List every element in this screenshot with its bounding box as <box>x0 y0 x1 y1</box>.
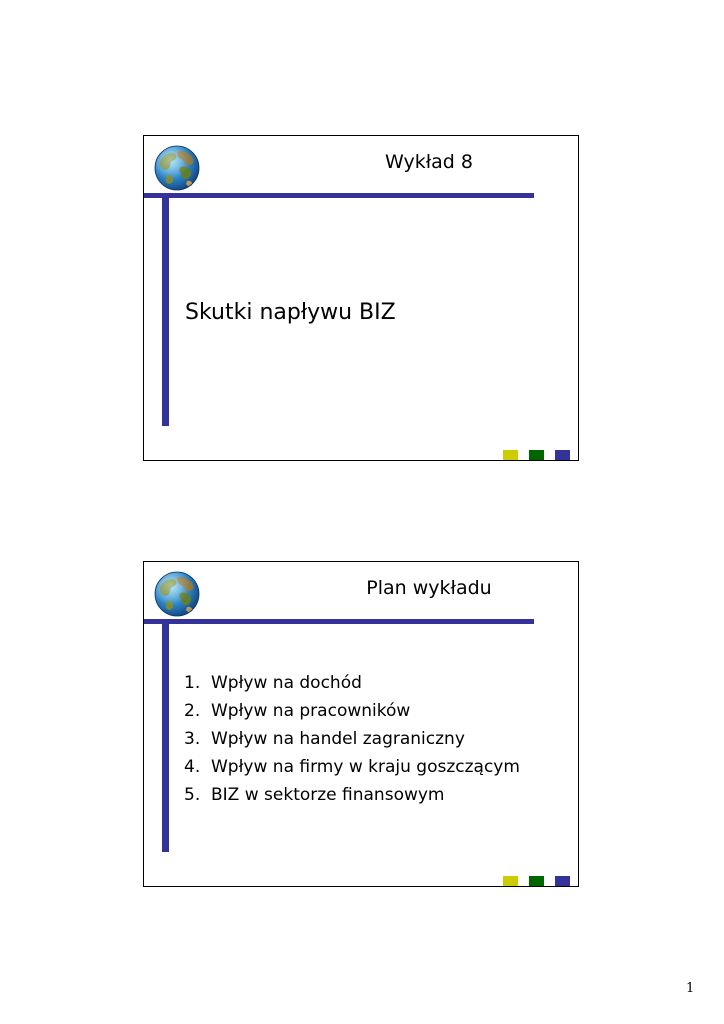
agenda-list <box>184 669 520 809</box>
item-text: Wpływ na dochód <box>211 673 362 693</box>
slide-title: Plan wykładu <box>366 577 492 599</box>
item-number: 4. <box>184 757 201 777</box>
item-text: Wpływ na pracowników <box>211 701 411 721</box>
yellow-square <box>503 450 518 460</box>
green-square <box>529 876 544 886</box>
list-item <box>184 725 520 753</box>
blue-square <box>555 450 570 460</box>
item-number: 2. <box>184 701 201 721</box>
item-text: BIZ w sektorze finansowym <box>211 785 445 805</box>
decorative-squares <box>503 450 570 460</box>
slide-2 <box>143 561 579 887</box>
list-item <box>184 669 520 697</box>
slide-title: Wykład 8 <box>385 151 473 173</box>
yellow-square <box>503 876 518 886</box>
blue-square <box>555 876 570 886</box>
page-number: 1 <box>686 981 695 996</box>
globe-icon <box>154 571 200 617</box>
vertical-rule <box>162 622 169 852</box>
decorative-squares <box>503 876 570 886</box>
list-item <box>184 753 520 781</box>
slide-1 <box>143 135 579 461</box>
vertical-rule <box>162 196 169 426</box>
item-number: 3. <box>184 729 201 749</box>
list-item <box>184 697 520 725</box>
item-number: 5. <box>184 785 201 805</box>
globe-icon <box>154 145 200 191</box>
horizontal-rule <box>144 619 534 624</box>
green-square <box>529 450 544 460</box>
slide-heading: Skutki napływu BIZ <box>185 300 396 325</box>
item-number: 1. <box>184 673 201 693</box>
horizontal-rule <box>144 193 534 198</box>
list-item <box>184 781 520 809</box>
item-text: Wpływ na handel zagraniczny <box>211 729 465 749</box>
item-text: Wpływ na firmy w kraju goszczącym <box>211 757 520 777</box>
